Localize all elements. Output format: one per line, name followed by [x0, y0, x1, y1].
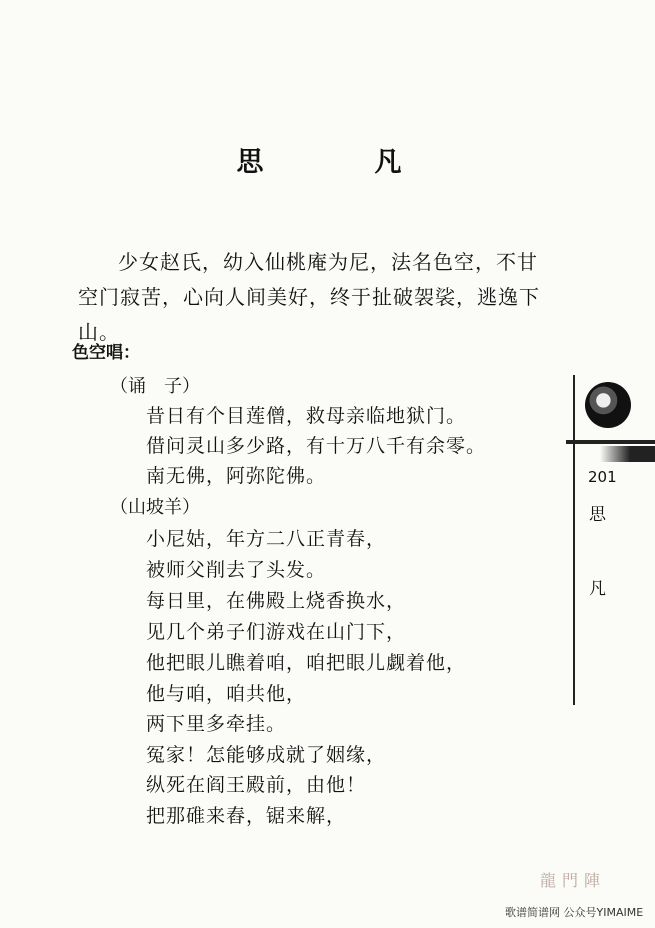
lyric-line: 纵死在阎王殿前，由他！: [146, 774, 367, 796]
role-label: 色空唱：: [72, 343, 140, 363]
sidebar-band-gradient: [600, 446, 655, 462]
footer-text: 歌谱简谱网 公众号YIMAIME: [505, 906, 644, 919]
lyric-line: 昔日有个目莲僧，救母亲临地狱门。: [146, 405, 467, 427]
opera-mask-icon: [585, 382, 631, 428]
page-title: 思 凡: [236, 147, 444, 178]
watermark: 龍門陣: [540, 871, 607, 890]
sidebar-title-char: 凡: [589, 579, 606, 599]
lyric-line: 见几个弟子们游戏在山门下，: [146, 621, 407, 643]
sidebar-divider: [573, 375, 575, 705]
lyric-line: 把那碓来舂，锯来解，: [146, 805, 347, 827]
lyric-line: 两下里多牵挂。: [146, 713, 287, 735]
sidebar-title-char: 思: [589, 505, 606, 525]
lyric-line: 南无佛，阿弥陀佛。: [146, 465, 327, 487]
section-heading: （山坡羊）: [110, 497, 200, 518]
lyric-line: 他与咱，咱共他，: [146, 683, 307, 705]
sidebar-band: [566, 440, 655, 444]
lyric-line: 每日里，在佛殿上烧香换水，: [146, 590, 407, 612]
lyric-line: 借问灵山多少路，有十万八千有余零。: [146, 435, 487, 457]
lyric-line: 冤家！怎能够成就了姻缘，: [146, 744, 387, 766]
page-number: 201: [588, 468, 617, 486]
lyric-line: 小尼姑，年方二八正青春，: [146, 528, 387, 550]
section-heading: （诵 子）: [110, 376, 200, 397]
intro-paragraph: 少女赵氏，幼入仙桃庵为尼，法名色空，不甘空门寂苦，心向人间美好，终于扯破袈裟，逃逸下山。: [78, 250, 540, 344]
lyric-line: 他把眼儿瞧着咱，咱把眼儿觑着他，: [146, 652, 467, 674]
lyric-line: 被师父削去了头发。: [146, 559, 327, 581]
